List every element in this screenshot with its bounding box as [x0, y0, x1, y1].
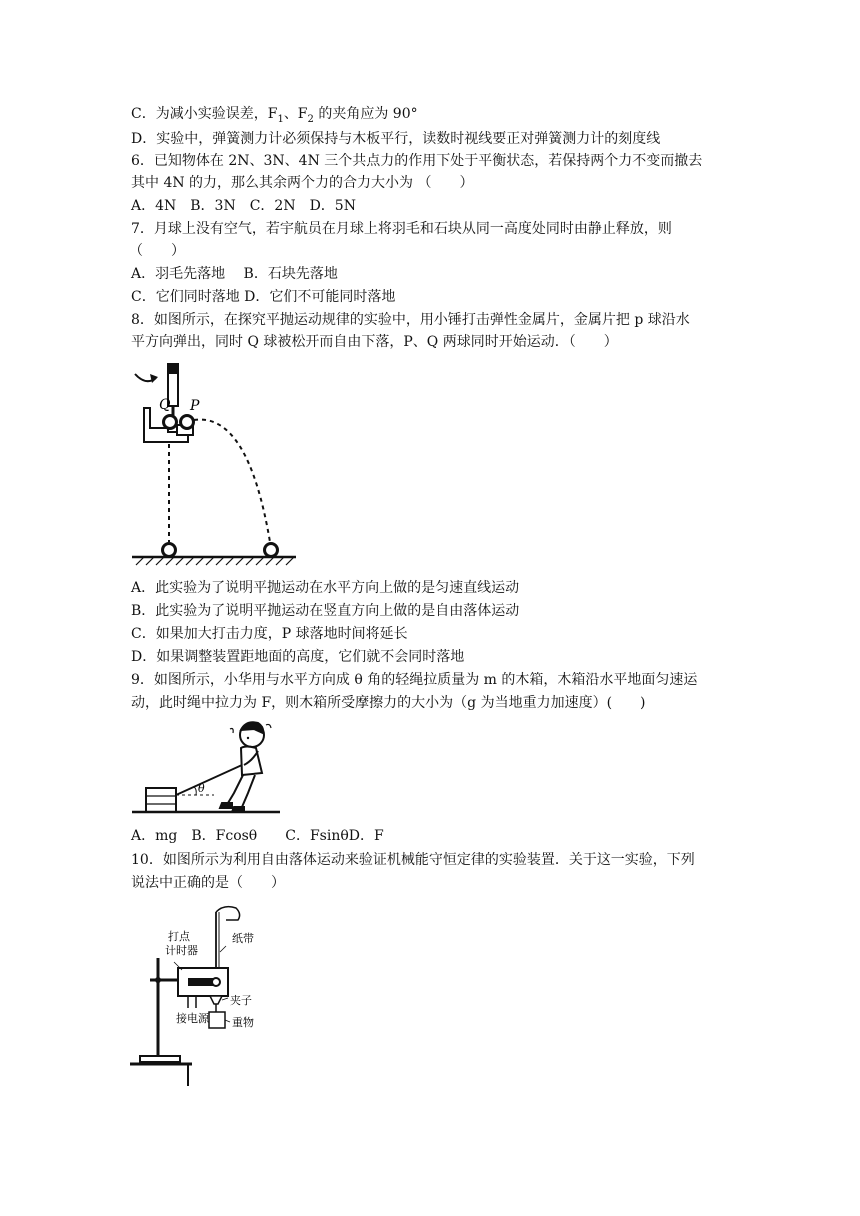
label-q: Q	[159, 397, 171, 413]
q9-stem-line1: 9．如图所示，小华用与水平方向成 θ 角的轻绳拉质量为 m 的木箱，木箱沿水平地面匀速运	[131, 672, 698, 688]
free-fall-apparatus-figure	[130, 898, 275, 1088]
q8-option-a: A．此实验为了说明平抛运动在水平方向上做的是匀速直线运动	[131, 580, 520, 596]
q10-stem-line2: 说法中正确的是（ ）	[131, 875, 285, 891]
q9-options: A．mg B．Fcosθ C．FsinθD．F	[131, 828, 384, 844]
q9-stem-line2: 动，此时绳中拉力为 F，则木箱所受摩擦力的大小为（g 为当地重力加速度）( )	[131, 695, 646, 711]
projectile-experiment-drawing	[130, 360, 300, 570]
q6-stem-line1: 6．已知物体在 2N、3N、4N 三个共点力的作用下处于平衡状态，若保持两个力不变而撤去	[131, 153, 703, 169]
q5-option-c: C．为减小实验误差，$F_1$、$F_2$ 的夹角应为 90°	[131, 106, 418, 125]
clip	[210, 996, 222, 1004]
free-fall-apparatus-drawing	[130, 898, 275, 1088]
hammer-head	[169, 364, 177, 374]
q8-stem-line1: 8．如图所示，在探究平抛运动规律的实验中，用小锤打击弹性金属片，金属片把 p 球沿水	[131, 312, 690, 328]
q8-option-b: B．此实验为了说明平抛运动在竖直方向上做的是自由落体运动	[131, 603, 520, 619]
angle-arc	[194, 787, 196, 795]
pulling-box-figure	[130, 715, 285, 820]
label-timer-2: 计时器	[165, 945, 198, 957]
q7-options-ab: A．羽毛先落地 B．石块先落地	[131, 266, 338, 282]
q8-stem-line2: 平方向弹出，同时 Q 球被松开而自由下落，P、Q 两球同时开始运动．（ ）	[131, 334, 618, 350]
stand-base	[140, 1056, 180, 1062]
boy-figure	[220, 722, 271, 812]
ball-p	[181, 416, 194, 429]
label-weight: 重物	[232, 1017, 254, 1029]
q10-stem-line1: 10．如图所示为利用自由落体运动来验证机械能守恒定律的实验装置．关于这一实验，下列	[131, 852, 695, 868]
rope	[176, 765, 242, 795]
q7-options-cd: C．它们同时落地 D．它们不可能同时落地	[131, 289, 396, 305]
hand	[216, 907, 240, 920]
label-timer-1: 打点	[168, 931, 190, 943]
p-projectile-path	[194, 420, 270, 542]
label-p: P	[190, 398, 200, 414]
weight	[209, 1012, 225, 1028]
q5-option-d: D．实验中，弹簧测力计必须保持与木板平行，读数时视线要正对弹簧测力计的刻度线	[131, 131, 661, 147]
theta-label: θ	[198, 782, 205, 795]
ball-p-landed	[265, 544, 278, 557]
label-clip: 夹子	[230, 995, 252, 1007]
projectile-experiment-figure	[130, 360, 300, 570]
label-tape: 纸带	[232, 933, 254, 945]
ball-q	[164, 416, 177, 429]
q6-stem-line2: 其中 4N 的力，那么其余两个力的合力大小为 （ ）	[131, 175, 474, 191]
q7-stem-line2: （ ）	[129, 243, 185, 259]
q8-option-c: C．如果加大打击力度，P 球落地时间将延长	[131, 626, 408, 642]
ball-q-landed	[163, 544, 176, 557]
wooden-box	[146, 788, 176, 812]
label-power: 接电源	[176, 1013, 209, 1025]
pulling-box-drawing	[130, 715, 285, 820]
q6-options: A．4N B．3N C．2N D．5N	[131, 198, 356, 214]
q7-stem-line1: 7．月球上没有空气，若宇航员在月球上将羽毛和石块从同一高度处同时由静止释放，则	[131, 221, 672, 237]
q8-option-d: D．如果调整装置距地面的高度，它们就不会同时落地	[131, 649, 465, 665]
